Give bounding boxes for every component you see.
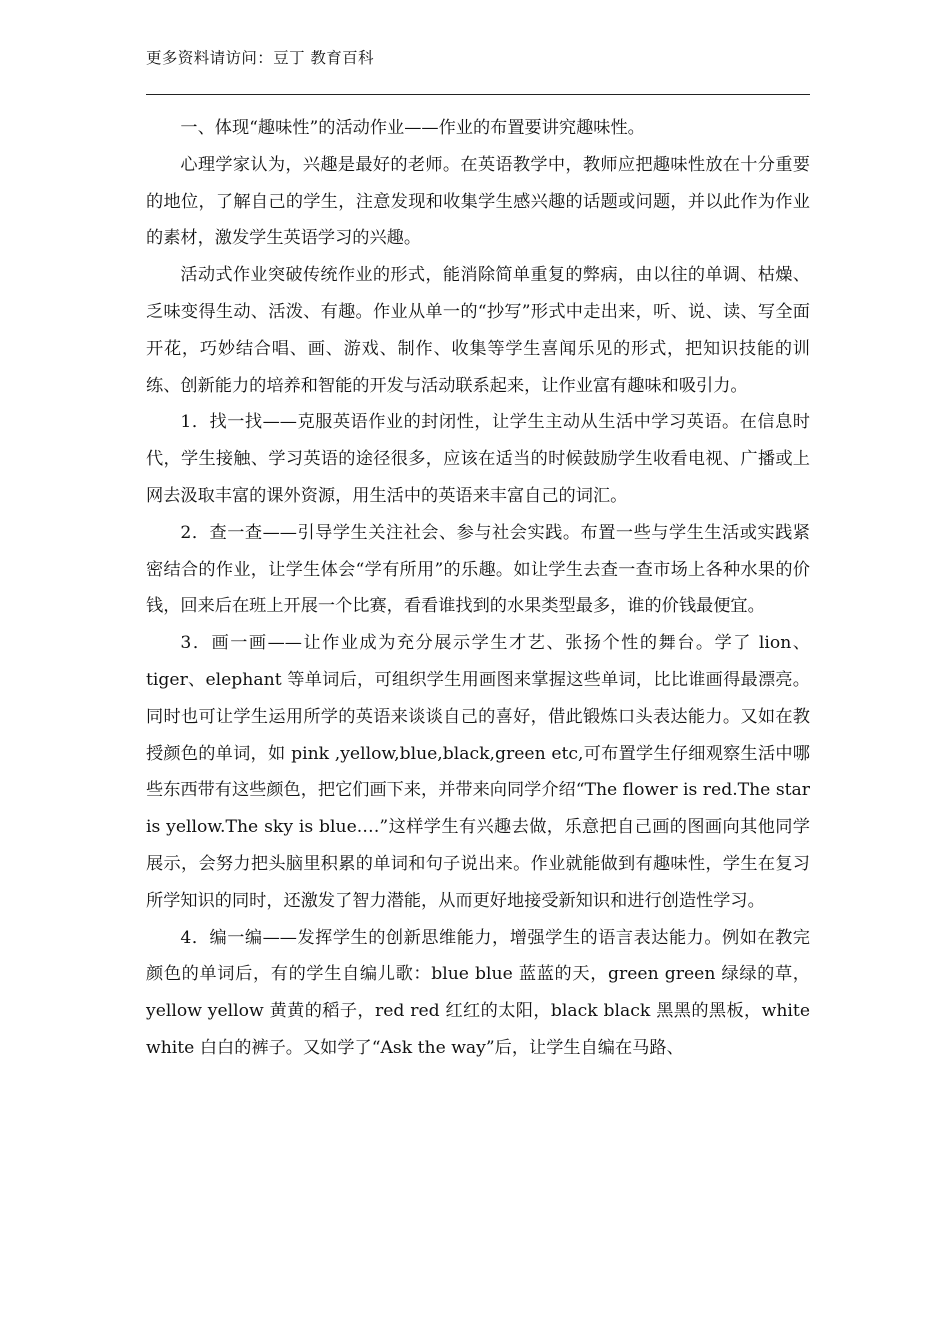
paragraph-item-2-check: 2．查一查——引导学生关注社会、参与社会实践。布置一些与学生生活或实践紧密结合的作业，让学生体会“学有所用”的乐趣。如让学生去查一查市场上各种水果的价钱，回来后在班上开展一个比赛，看看谁找到的水果类型最多，谁的价钱最便宜。	[146, 522, 810, 617]
paragraph-item-4-compose: 4．编一编——发挥学生的创新思维能力，增强学生的语言表达能力。例如在教完颜色的单词后，有的学生自编儿歌：blue blue 蓝蓝的天，green green 绿绿的草，yellow yellow 黄黄的稻子，red red 红红的太阳，black black 黑黑的黑板，white white 白白的裤子。又如学了“Ask the way”后，让学生自编在马路、	[146, 927, 810, 1058]
paragraph-interest: 心理学家认为，兴趣是最好的老师。在英语教学中，教师应把趣味性放在十分重要的地位，了解自己的学生，注意发现和收集学生感兴趣的话题或问题，并以此作为作业的素材，激发学生英语学习的兴趣。	[146, 154, 810, 249]
header-text: 更多资料请访问：豆丁 教育百科	[146, 49, 374, 67]
section-heading: 一、体现“趣味性”的活动作业——作业的布置要讲究趣味性。	[180, 118, 645, 138]
page-header	[146, 46, 810, 95]
paragraph-item-1-find: 1．找一找——克服英语作业的封闭性，让学生主动从生活中学习英语。在信息时代，学生接触、学习英语的途径很多，应该在适当的时候鼓励学生收看电视、广播或上网去汲取丰富的课外资源，用生活中的英语来丰富自己的词汇。	[146, 412, 810, 506]
paragraph-activity-homework: 活动式作业突破传统作业的形式，能消除简单重复的弊病，由以往的单调、枯燥、乏味变得生动、活泼、有趣。作业从单一的“抄写”形式中走出来，听、说、读、写全面开花，巧妙结合唱、画、游戏、制作、收集等学生喜闻乐见的形式，把知识技能的训练、创新能力的培养和智能的开发与活动联系起来，让作业富有趣味和吸引力。	[146, 265, 810, 396]
paragraph-item-3-draw: 3．画一画——让作业成为充分展示学生才艺、张扬个性的舞台。学了 lion、tiger、elephant 等单词后，可组织学生用画图来掌握这些单词，比比谁画得最漂亮。同时也可让学生运用所学的英语来谈谈自己的喜好，借此锻炼口头表达能力。又如在教授颜色的单词，如 pink ,yellow,blue,black,green etc,可布置学生仔细观察生活中哪些东西带有这些颜色，把它们画下来，并带来向同学介绍“The flower is red.The star is yellow.The sky is blue.…”这样学生有兴趣去做，乐意把自己画的图画向其他同学展示，会努力把头脑里积累的单词和句子说出来。作业就能做到有趣味性，学生在复习所学知识的同时，还激发了智力潜能，从而更好地接受新知识和进行创造性学习。	[146, 633, 811, 911]
document-body	[146, 110, 810, 1067]
